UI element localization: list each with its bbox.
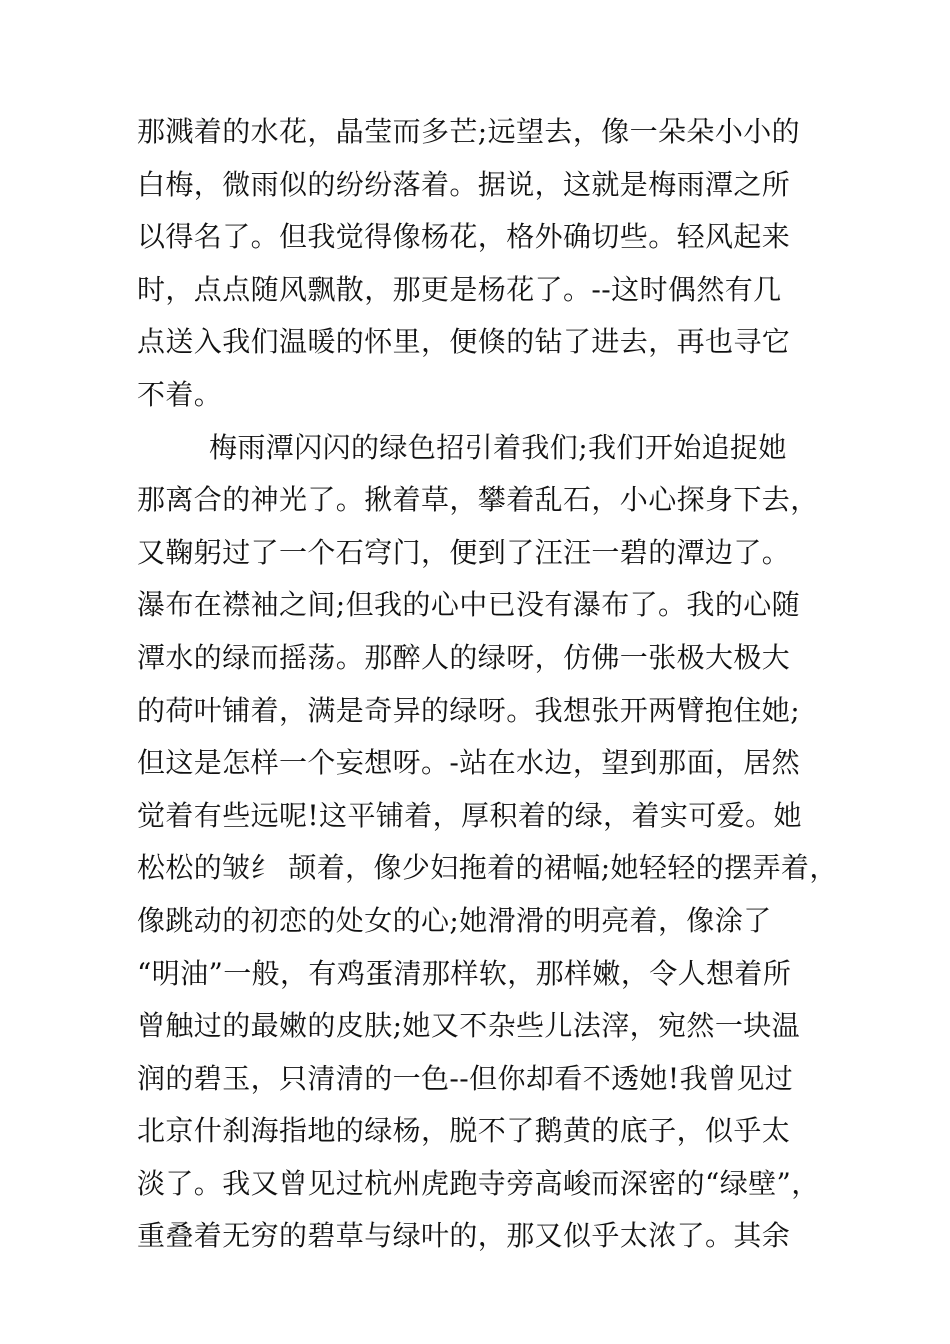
text-line: 曾触过的最嫩的皮肤;她又不杂些儿法滓，宛然一块温 xyxy=(137,1009,801,1043)
text-line: 又鞠躬过了一个石穹门，便到了汪汪一碧的潭边了。 xyxy=(137,535,791,569)
text-line: 润的碧玉，只清清的一色--但你却看不透她!我曾见过 xyxy=(137,1061,794,1095)
paragraph-2 xyxy=(137,422,838,1264)
paragraph-1 xyxy=(137,106,827,422)
text-line: 梅雨潭闪闪的绿色招引着我们;我们开始追捉她 xyxy=(209,430,787,464)
text-line: 以得名了。但我觉得像杨花，格外确切些。轻风起来 xyxy=(137,220,791,254)
text-line: 淡了。我又曾见过杭州虎跑寺旁高峻而深密的“绿壁”， xyxy=(137,1166,820,1200)
text-line: 的荷叶铺着，满是奇异的绿呀。我想张开两臂抱住她; xyxy=(137,693,801,727)
text-line: 时，点点随风飘散，那更是杨花了。--这时偶然有几 xyxy=(137,272,782,306)
text-line: “明油”一般，有鸡蛋清那样软，那样嫩，令人想着所 xyxy=(137,956,792,990)
text-line: 但这是怎样一个妄想呀。-站在水边，望到那面，居然 xyxy=(137,746,801,780)
text-line: 那离合的神光了。揪着草，攀着乱石，小心探身下去， xyxy=(137,483,819,517)
text-line: 那溅着的水花，晶莹而多芒;远望去，像一朵朵小小的 xyxy=(137,115,801,148)
text-line: 点送入我们温暖的怀里，便倏的钻了进去，再也寻它 xyxy=(137,325,791,359)
text-line: 白梅，微雨似的纷纷落着。据说，这就是梅雨潭之所 xyxy=(137,167,791,201)
text-line: 重叠着无穷的碧草与绿叶的，那又似乎太浓了。其余 xyxy=(137,1219,791,1253)
body-text xyxy=(137,106,838,1263)
text-line: 潭水的绿而摇荡。那醉人的绿呀，仿佛一张极大极大 xyxy=(137,640,791,674)
text-line: 瀑布在襟袖之间;但我的心中已没有瀑布了。我的心随 xyxy=(137,588,801,622)
text-line: 觉着有些远呢!这平铺着，厚积着的绿，着实可爱。她 xyxy=(137,798,802,832)
text-line: 北京什刹海指地的绿杨，脱不了鹅黄的底子，似乎太 xyxy=(137,1114,791,1148)
text-line: 像跳动的初恋的处女的心;她滑滑的明亮着，像涂了 xyxy=(137,903,772,937)
text-line: 松松的皱纟 颉着，像少妇拖着的裙幅;她轻轻的摆弄着， xyxy=(137,851,838,885)
text-line: 不着。 xyxy=(137,377,223,411)
